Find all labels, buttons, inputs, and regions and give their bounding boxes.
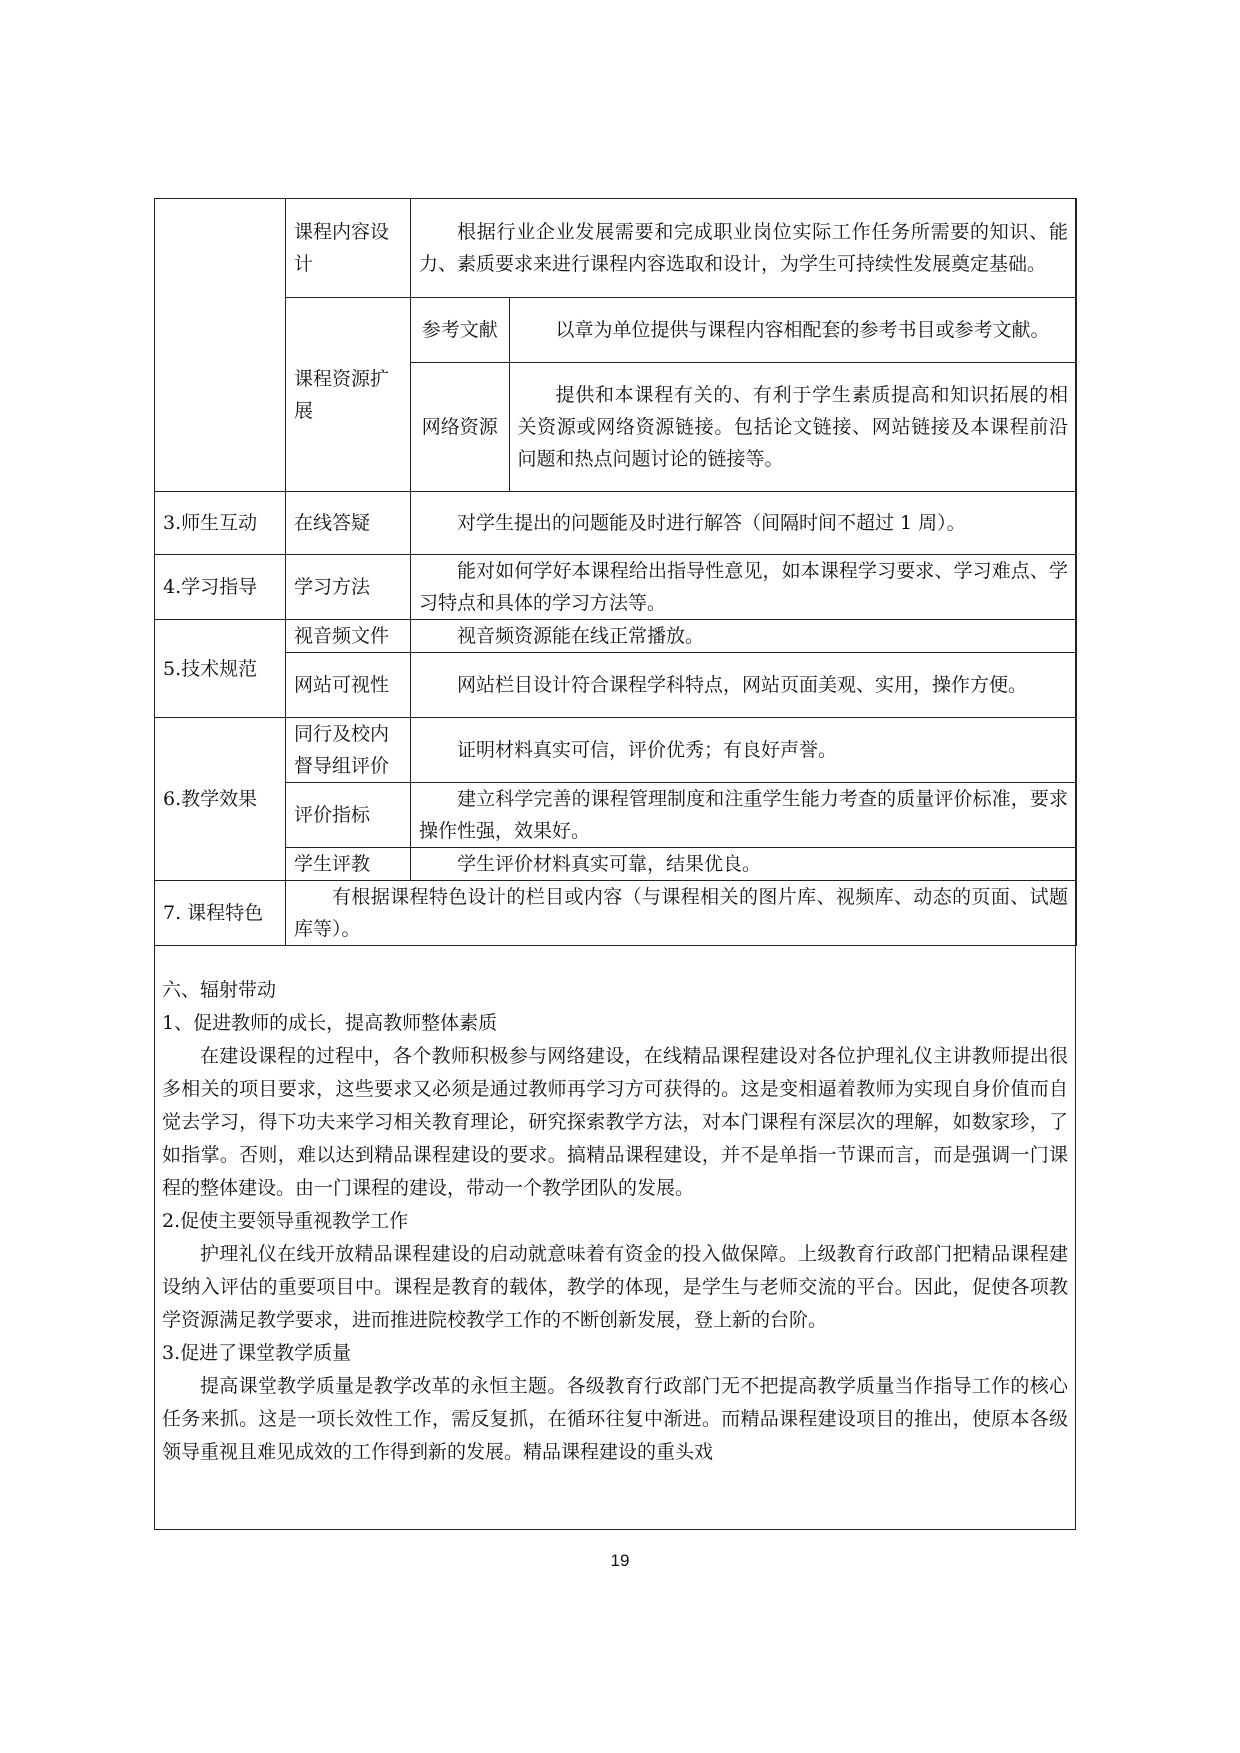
network-resources-text: 提供和本课程有关的、有利于学生素质提高和知识拓展的相关资源或网络资源链接。包括论文链接、网站链接及本课程前沿问题和热点问题讨论的链接等。 bbox=[517, 384, 1068, 470]
item1-title: 1、促进教师的成长，提高教师整体素质 bbox=[162, 1012, 498, 1034]
item2-text: 护理礼仪在线开放精品课程建设的启动就意味着有资金的投入做保障。上级教育行政部门把精品课程建设纳入评估的重要项目中。课程是教育的载体，教学的体现，是学生与老师交流的平台。因此，促使各项教学资源满足教学要求，进而推进院校教学工作的不断创新发展，登上新的台阶。 bbox=[162, 1243, 1068, 1331]
references-text: 以章为单位提供与课程内容相配套的参考书目或参考文献。 bbox=[509, 298, 1076, 363]
course-resources-label: 课程资源扩展 bbox=[286, 298, 411, 492]
network-resources-label: 网络资源 bbox=[411, 363, 509, 492]
table-row bbox=[155, 199, 1077, 298]
effect-category: 6.教学效果 bbox=[155, 718, 286, 881]
table-row bbox=[155, 783, 1077, 848]
site-visibility-label: 网站可视性 bbox=[286, 653, 411, 718]
resources-subtable bbox=[411, 298, 1076, 491]
table-row bbox=[155, 298, 1077, 492]
course-content-design-label: 课程内容设计 bbox=[286, 199, 411, 298]
guidance-category: 4.学习指导 bbox=[155, 555, 286, 620]
guidance-text: 能对如何学好本课程给出指导性意见，如本课程学习要求、学习难点、学习特点和具体的学习方法等。 bbox=[411, 555, 1077, 620]
references-label: 参考文献 bbox=[411, 298, 509, 363]
empty-category-cell bbox=[155, 199, 286, 492]
table-row bbox=[411, 363, 1076, 492]
av-files-text: 视音频资源能在线正常播放。 bbox=[411, 620, 1077, 653]
criteria-table bbox=[154, 198, 1077, 946]
item3-text: 提高课堂教学质量是教学改革的永恒主题。各级教育行政部门无不把提高教学质量当作指导工作的核心任务来抓。这是一项长效性工作，需反复抓，在循环往复中渐进。而精品课程建设项目的推出，使原本各级领导重视且难见成效的工作得到新的发展。精品课程建设的重头戏 bbox=[162, 1375, 1068, 1463]
peer-review-label: 同行及校内督导组评价 bbox=[286, 718, 411, 783]
table-row bbox=[155, 848, 1077, 881]
section-heading: 六、辐射带动 bbox=[162, 979, 277, 1001]
table-row bbox=[155, 881, 1077, 946]
features-category: 7. 课程特色 bbox=[155, 881, 286, 946]
interaction-text: 对学生提出的问题能及时进行解答（间隔时间不超过 1 周）。 bbox=[411, 492, 1077, 555]
item2-title: 2.促使主要领导重视教学工作 bbox=[162, 1210, 409, 1232]
student-eval-label: 学生评教 bbox=[286, 848, 411, 881]
radiation-section bbox=[162, 974, 1068, 1469]
table-row bbox=[411, 298, 1076, 363]
av-files-label: 视音频文件 bbox=[286, 620, 411, 653]
interaction-label: 在线答疑 bbox=[286, 492, 411, 555]
table-row bbox=[155, 492, 1077, 555]
interaction-category: 3.师生互动 bbox=[155, 492, 286, 555]
features-text: 有根据课程特色设计的栏目或内容（与课程相关的图片库、视频库、动态的页面、试题库等）。 bbox=[286, 881, 1077, 946]
site-visibility-text: 网站栏目设计符合课程学科特点，网站页面美观、实用，操作方便。 bbox=[411, 653, 1077, 718]
table-row bbox=[155, 718, 1077, 783]
tech-category: 5.技术规范 bbox=[155, 620, 286, 718]
guidance-label: 学习方法 bbox=[286, 555, 411, 620]
table-row bbox=[155, 653, 1077, 718]
table-row bbox=[155, 555, 1077, 620]
table-row bbox=[155, 620, 1077, 653]
indicators-text: 建立科学完善的课程管理制度和注重学生能力考查的质量评价标准，要求操作性强，效果好。 bbox=[411, 783, 1077, 848]
item3-title: 3.促进了课堂教学质量 bbox=[162, 1342, 352, 1364]
item1-text: 在建设课程的过程中，各个教师积极参与网络建设，在线精品课程建设对各位护理礼仪主讲教师提出很多相关的项目要求，这些要求又必须是通过教师再学习方可获得的。这是变相逼着教师为实现自身价值而自觉去学习，得下功夫来学习相关教育理论，研究探索教学方法，对本门课程有深层次的理解，如数家珍，了如指掌。否则，难以达到精品课程建设的要求。搞精品课程建设，并不是单指一节课而言，而是强调一门课程的整体建设。由一门课程的建设，带动一个教学团队的发展。 bbox=[162, 1045, 1068, 1199]
indicators-label: 评价指标 bbox=[286, 783, 411, 848]
student-eval-text: 学生评价材料真实可靠，结果优良。 bbox=[411, 848, 1077, 881]
course-content-design-text: 根据行业企业发展需要和完成职业岗位实际工作任务所需要的知识、能力、素质要求来进行课程内容选取和设计，为学生可持续性发展奠定基础。 bbox=[411, 199, 1077, 298]
page-number: 19 bbox=[610, 1551, 630, 1570]
peer-review-text: 证明材料真实可信，评价优秀；有良好声誉。 bbox=[411, 718, 1077, 783]
